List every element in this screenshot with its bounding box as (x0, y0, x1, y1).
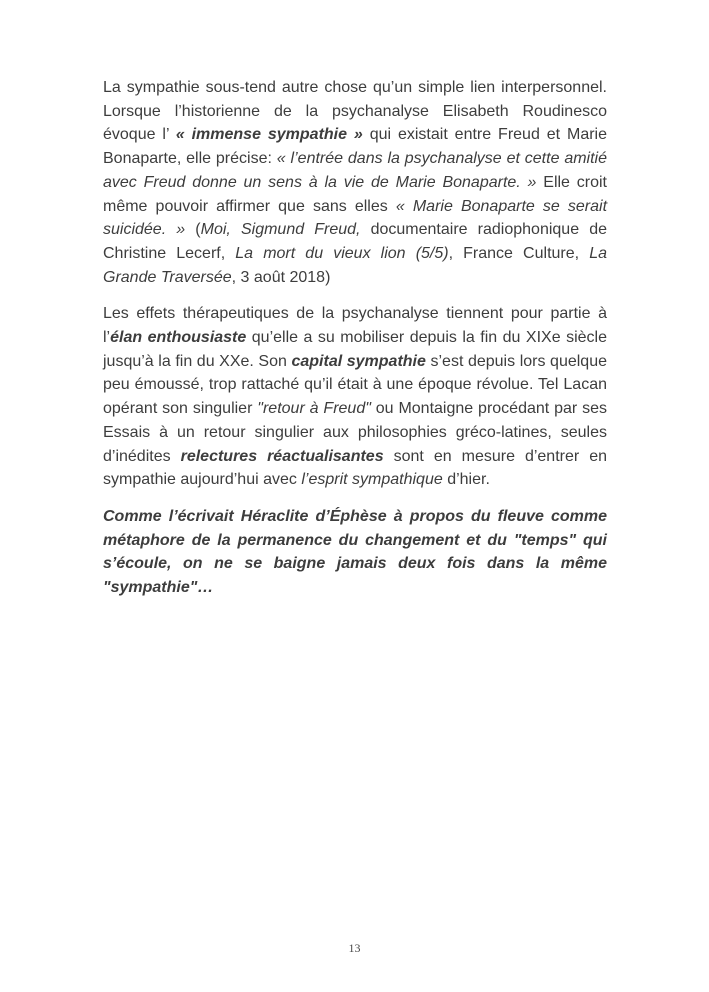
text-segment: La mort du vieux lion (5/5) (235, 244, 449, 262)
text-segment: "retour à Freud" (257, 400, 371, 418)
text-segment: ( (185, 221, 201, 239)
text-segment: élan enthousiaste (110, 329, 247, 347)
paragraph-sympathie-roudinesco (103, 76, 607, 289)
text-segment: « Marie Bonaparte se serait suicidée. » (103, 197, 608, 239)
text-segment: relectures réactualisantes (180, 447, 384, 465)
paragraph-effets-therapeutiques (103, 302, 607, 492)
text-segment: qu’elle a su mobiliser depuis la fin du XIXe siècle jusqu’à la fin du XXe. Son (103, 329, 607, 370)
page-number: 13 (348, 941, 361, 955)
text-segment: « l’entrée dans la psychanalyse et cette amitié avec Freud donne un sens à la vie de Marie Bonaparte. » (103, 150, 608, 191)
paragraph-heraclite (103, 505, 607, 600)
text-segment: Moi, Sigmund Freud, (200, 221, 361, 239)
text-segment: La sympathie sous-tend autre chose qu’un simple lien interpersonnel. Lorsque l’historienne de la psychanalyse Elisabeth Roudinesco évoque l’ (103, 79, 607, 144)
text-segment: , France Culture, (448, 244, 590, 262)
text-segment: « immense sympathie » (175, 126, 363, 144)
text-segment: La Grande Traversée (103, 244, 607, 286)
text-segment: ou Montaigne procédant par ses Essais à un retour singulier aux philosophies gréco-latines, seules d’inédites (103, 400, 608, 465)
text-segment: qui existait entre Freud et Marie Bonaparte, elle précise: (103, 126, 608, 168)
text-segment: Elle croit même pouvoir affirmer que sans elles (103, 173, 607, 215)
text-segment: d’hier. (442, 471, 490, 489)
text-segment: documentaire radiophonique de Christine Lecerf, (103, 221, 607, 262)
text-segment: Comme l’écrivait Héraclite d’Éphèse à propos du fleuve comme métaphore de la permanence du changement et du "temps" qui s’écoule, on ne se baigne jamais deux fois dans la même "sympathie"… (103, 507, 607, 597)
page-body-text (103, 76, 607, 613)
text-segment: , 3 août 2018) (231, 268, 331, 286)
text-segment: l’esprit sympathique (301, 471, 443, 489)
text-segment: sont en mesure d’entrer en sympathie aujourd’hui avec (103, 447, 607, 489)
text-segment: capital sympathie (291, 352, 426, 370)
text-segment: Les effets thérapeutiques de la psychanalyse tiennent pour partie à l’ (103, 305, 607, 347)
text-segment: s’est depuis lors quelque peu émoussé, trop rattaché qu’il était à une époque révolue. Tel Lacan opérant son singulier (103, 352, 607, 418)
